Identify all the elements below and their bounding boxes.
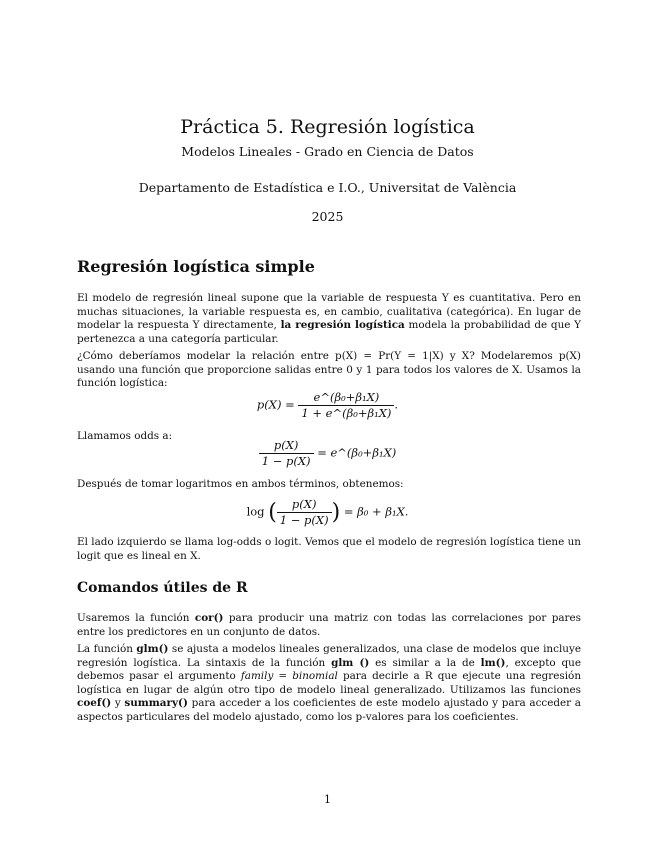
section-heading-r-commands: Comandos útiles de R bbox=[77, 580, 248, 596]
cor-paragraph bbox=[77, 612, 581, 639]
eq2-fraction bbox=[259, 438, 314, 469]
logit-paragraph: El lado izquierdo se llama log-odds o logit. Vemos que el modelo de regresión logística tiene un logit que es lineal en X. bbox=[77, 536, 581, 562]
glm-text-c: es similar a la de bbox=[369, 656, 481, 669]
glm-text-d: , excepto que debemos pasar el argumento bbox=[77, 656, 581, 683]
author-affiliation: Departamento de Estadística e I.O., Universitat de València bbox=[138, 180, 517, 195]
intro-text-a: El modelo de regresión lineal supone que la variable de respuesta Y es cuantitativa. Pero en muchas situaciones, la variable respuesta es, en cambio, cualitativa (categórica). En lugar de modelar la respuesta Y directamente, bbox=[77, 292, 581, 332]
coef-command: coef() bbox=[77, 697, 112, 710]
eq3-denominator: 1 − p(X) bbox=[279, 513, 329, 527]
logit-equation: log ( $\frac{p(X)}{1 - p(X)}$ ) = β₀ + β₁X. bbox=[246, 497, 409, 527]
odds-label: Llamamos odds a: bbox=[77, 430, 173, 442]
eq3-numerator: p(X) bbox=[277, 497, 332, 513]
glm-text-b: se ajusta a modelos lineales generalizados, una clase de modelos que incluye regresión logística. La sintaxis de la función bbox=[77, 643, 581, 669]
cor-command: cor() bbox=[194, 612, 224, 624]
glm-text-e: para decirle a R que ejecute una regresión logística en lugar de algún otro tipo de modelo lineal generalizado. Utilizamos las funciones bbox=[77, 670, 582, 696]
eq1-lhs: p(X) = bbox=[256, 397, 295, 412]
cor-text-a: Usaremos la función bbox=[77, 612, 195, 624]
eq2-rhs: = e^(β₀+β₁X) bbox=[317, 445, 397, 460]
document-year: 2025 bbox=[311, 209, 344, 224]
glm-text-g: para acceder a los coeficientes de este modelo ajustado y para acceder a aspectos particulares del modelo ajustado, como los p-valores para los coeficientes. bbox=[77, 697, 581, 723]
logarithm-paragraph: Después de tomar logaritmos en ambos términos, obtenemos: bbox=[77, 478, 404, 490]
family-argument: family = binomial bbox=[240, 670, 338, 683]
eq1-numerator: e^(β₀+β₁X) bbox=[298, 390, 394, 406]
eq2-numerator: p(X) bbox=[259, 438, 314, 454]
intro-bold-term: la regresión logística bbox=[280, 319, 405, 332]
relation-paragraph: ¿Cómo deberíamos modelar la relación entre p(X) = Pr(Y = 1|X) y X? Modelaremos p(X) usando una función que proporcione salidas entre 0 y 1 para todos los valores de X. Usamos la función logística: bbox=[77, 350, 581, 390]
document-title: Práctica 5. Regresión logística bbox=[180, 116, 475, 138]
odds-equation bbox=[0, 438, 655, 469]
glm-command-2: glm () bbox=[331, 656, 370, 669]
glm-text-f: y bbox=[111, 697, 125, 710]
page-number: 1 bbox=[324, 793, 331, 806]
cor-text-b: para producir una matriz con todas las correlaciones por pares entre los predictores en un conjunto de datos. bbox=[77, 612, 582, 638]
eq3-log: log bbox=[246, 504, 265, 519]
lm-command: lm() bbox=[480, 656, 506, 669]
intro-text-b: modela la probabilidad de que Y pertenezca a una categoría particular. bbox=[77, 319, 581, 345]
eq1-fraction bbox=[298, 390, 394, 421]
intro-paragraph bbox=[77, 292, 581, 346]
eq3-fraction bbox=[277, 497, 332, 528]
document-subtitle: Modelos Lineales - Grado en Ciencia de Datos bbox=[181, 144, 474, 159]
summary-command: summary() bbox=[124, 697, 188, 710]
section-heading-logistic-regression: Regresión logística simple bbox=[77, 257, 315, 276]
glm-command: glm() bbox=[136, 643, 169, 655]
eq3-rhs: = β₀ + β₁X. bbox=[343, 504, 409, 519]
glm-text-a: La función bbox=[77, 643, 137, 655]
eq2-denominator: 1 − p(X) bbox=[261, 454, 311, 468]
eq1-denominator: 1 + e^(β₀+β₁X) bbox=[301, 406, 392, 420]
logistic-function-equation: p(X) = $\frac{\text{e\textasciicircum{}(β₀+β₁X)}}{\text{1 + e\textasciicircum{}(β₀+β₁X)}}$ . bbox=[256, 390, 399, 420]
glm-paragraph bbox=[77, 643, 581, 725]
